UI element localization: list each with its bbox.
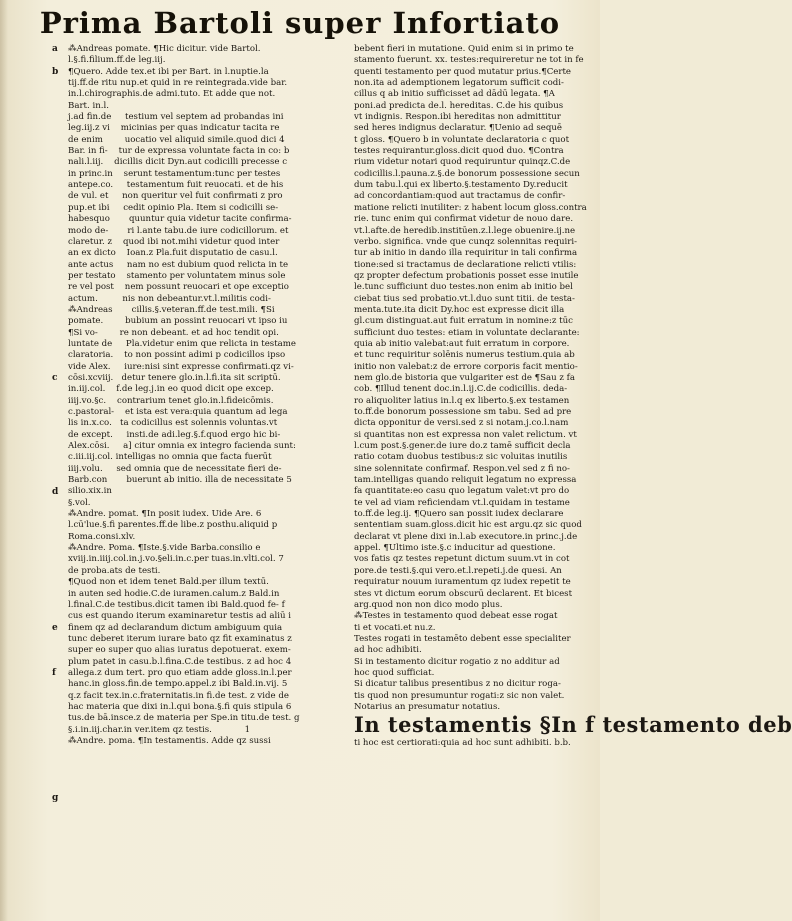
text-line: to.ff.de leg.ij. ¶Quero san possit iudex declarare (354, 509, 564, 520)
text-line: c.pastoral- et ista est vera:quia quantum ad lega (68, 407, 288, 417)
text-line: in.l.chirographis.de admi.tuto. Et adde que not. (68, 89, 276, 100)
text-line: rium videtur notari quod requiruntur quinqz.C.de (354, 157, 571, 168)
text-line: de vul. et non queritur vel fuit confirmati z pro (68, 191, 283, 202)
text-line: hac materia que dixi in.l.qui bona.§.fi quis stipula 6 (68, 701, 292, 712)
text-line: vt indignis. Respon.ibi hereditas non admittitur (354, 112, 561, 123)
text-line: ¶Quero. Adde tex.et ibi per Bart. in l.nuptie.la (68, 66, 269, 77)
text-line: antepe.co. testamentum fuit reuocati. et de his (68, 180, 284, 191)
text-line: habesquo quuntur quia videtur tacite confirma- (68, 214, 292, 225)
text-line: l.cū'lue.§.fi parentes.ff.de libe.z posthu.aliquid p (68, 520, 278, 531)
text-line: lis in.x.co. ta codicillus est solennis voluntas.vt (68, 418, 278, 429)
text-line: cōsi.xcviij. detur tenere glo.in.l.fi.ita sit scriptū. (68, 372, 281, 383)
text-line: tione:sed si tractamus de declaratione relicti vtilis: (354, 259, 577, 270)
text-line: de proba.ats de testi. (68, 565, 161, 576)
left-column (68, 44, 348, 747)
text-line: le.tunc sufficiunt duo testes.non enim ab initio bel (354, 282, 573, 293)
text-line: ¶Quod non et idem tenet Bald.per illum textū. (68, 577, 269, 588)
text-line: hoc quod sufficiat. (354, 667, 435, 678)
margin-letter: d (52, 486, 59, 497)
text-line: tur ab initio in dando illa requiritur in tali confirma (354, 248, 578, 259)
text-line: Alex.cōsi. a] citur omnia ex integro facienda sunt: (68, 441, 296, 452)
text-line: to.ff.de bonorum possessione sm tabu. Sed ad pre (354, 407, 572, 417)
text-line: tam.intelligas quando reliquit legatum no expressa (354, 475, 577, 486)
text-line: vt.l.afte.de heredib.institūen.z.l.lege obuenire.ij.ne (354, 225, 576, 236)
text-line: l.final.C.de testibus.dicit tamen ibi Bald.quod fe- f (68, 599, 285, 610)
text-line: arg.quod non non dico modo plus. (354, 599, 503, 610)
text-line: finem qz ad declarandum dictum ambiguum quia (68, 622, 283, 633)
text-line: tis quod non presumuntur rogati:z sic non valet. (354, 690, 565, 701)
text-line: ⁂Testes in testamento quod debeat esse rogat (354, 611, 558, 622)
margin-letter: a (52, 44, 58, 54)
text-line: testes requirantur.gloss.dicit quod duo. ¶Contra (354, 146, 564, 157)
text-line: quenti testamento per quod mutatur prius.¶Certe (354, 66, 572, 77)
text-line: si quantitas non est expressa non valet relictum. vt (354, 429, 577, 440)
text-line: te vel ad viam reficiendam vt.l.quidam in testame (354, 497, 570, 508)
text-line: Bar. in fi- tur de expressa voluntate facta in co: b (68, 146, 290, 157)
text-line: super eo super quo alias iuratus depotuerat. exem- (68, 645, 291, 656)
text-line: claratoria. to non possint adimi p codicillos ipso (68, 350, 286, 361)
text-line: an ex dicto Ioan.z Pla.fuit disputatio de casu.l. (68, 248, 278, 259)
text-line: per testato stamento per voluntatem minus sole (68, 270, 286, 281)
text-line: tunc deberet iterum iurare bato qz fit examinatus z (68, 633, 292, 644)
text-line: vos fatis qz testes repetunt dictum suum.vt in cot (354, 554, 570, 565)
text-line: modo de- ri l.ante tabu.de iure codicillorum. et (68, 225, 289, 236)
text-line: dicta opponitur de versi.sed z si notam.j.co.l.nam (354, 418, 569, 429)
text-line: nali.l.iij. dicillis dicit Dyn.aut codicilli precesse c (68, 157, 288, 168)
text-line: iiij.volu. sed omnia que de necessitate fieri de- (68, 463, 282, 474)
text-line: ti et vocati.et nu.z. (354, 622, 436, 633)
text-line: sine solennitate confirmaf. Respon.vel sed z fi no- (354, 463, 570, 474)
binding-shadow (0, 0, 8, 921)
text-line: ⁂Andreas cillis.§.veteran.ff.de test.mili. ¶Si (68, 304, 275, 315)
text-line: matione relicti inutiliter: z habent locum gloss.contra (354, 202, 587, 213)
margin-letter: b (52, 66, 59, 77)
text-line: ro aliquoliter latius in.l.q ex liberto.§.ex testamen (354, 395, 570, 406)
text-line: luntate de Pla.videtur enim que relicta in testame (68, 338, 297, 349)
text-line: pup.et ibi cedit opinio Pla. Item si codicilli se- (68, 202, 279, 213)
text-line: §.vol. (68, 497, 91, 508)
text-line: pore.de testi.§.qui vero.et.l.repeti.j.de quesi. An (354, 565, 562, 576)
text-line: initio non valebat:z de errore corporis facit mentio- (354, 361, 578, 372)
text-line: bebent fieri in mutatione. Quid enim si in primo te (354, 44, 574, 54)
text-line: c.iii.iij.col. intelligas no omnia que facta fuerūt (68, 452, 272, 463)
running-head: Prima Bartoli super Infortiato (39, 6, 561, 40)
text-line: Si dicatur talibus presentibus z no dicitur roga- (354, 679, 561, 690)
text-line: hanc.in gloss.fin.de tempo.appel.z ibi Bald.in.vij. 5 (68, 679, 288, 690)
text-line: claretur. z quod ibi not.mihi videtur quod inter (68, 236, 280, 247)
text-line: actum. nis non debeantur.vt.l.militis codi- (68, 293, 271, 304)
text-line: cillus q ab initio sufficisset ad dādū legata. ¶A (354, 89, 555, 100)
text-line: re vel post nem possunt reuocari et ope exceptio (68, 282, 289, 293)
text-line: pomate. bubium an possint reuocari vt ipso iu (68, 316, 288, 327)
text-line: appel. ¶Ultimo iste.§.c inducitur ad questione. (354, 543, 556, 554)
text-line: allega.z dum tert. pro quo etiam adde gloss.in.l.per (68, 667, 292, 678)
text-line: ⁂Andre. pomat. ¶In posit iudex. Uide Are. 6 (68, 509, 262, 520)
text-line: Si in testamento dicitur rogatio z no additur ad (354, 656, 560, 667)
text-line: de except. insti.de adi.leg.§.f.quod ergo hic bi- (68, 429, 281, 440)
text-line: ⁂Andre. Poma. ¶Iste.§.vide Barba.consilio e (68, 543, 261, 554)
text-line: sed heres indignus declaratur. ¶Uenio ad sequē (354, 123, 563, 134)
text-line: ⁂Andreas pomate. ¶Hic dicitur. vide Bartol. (68, 44, 261, 54)
margin-letter: e (52, 622, 58, 633)
text-line: fa quantitate:eo casu quo legatum valet:vt pro do (354, 486, 570, 497)
text-line: ⁂Andre. poma. ¶In testamentis. Adde qz sussi (68, 735, 271, 746)
text-line: in auten sed hodie.C.de iuramen.calum.z Bald.in (68, 588, 280, 599)
text-line: leg.iij.z vi micinias per quas indicatur tacita re (68, 123, 280, 134)
text-line: verbo. significa. vnde que cunqz solennitas requiri- (354, 236, 578, 247)
text-line: rie. tunc enim qui confirmat videtur de nouo dare. (354, 214, 574, 225)
text-line: stamento fuerunt. xx. testes:requireretur ne tot in fe (354, 55, 584, 66)
text-line: plum patet in casu.b.l.fina.C.de testibus. z ad hoc 4 (68, 656, 292, 667)
text-line: quia ab initio valebat:aut fuit erratum in corpore. (354, 338, 570, 349)
text-line: l.cum post.§.gener.de iure do.z tamē sufficit decla (354, 441, 571, 452)
text-line: iiij.vo.§c. contrarium tenet glo.in.l.fideicōmis. (68, 395, 274, 406)
text-line: nem glo.de bistoria que vulgariter est de ¶Sau z fa (354, 372, 575, 383)
text-line: Bart. in.l. (68, 100, 118, 111)
text-line: et tunc requiritur solēnis numerus testium.quia ab (354, 350, 575, 361)
text-line: j.ad fin.de testium vel septem ad probandas ini (68, 112, 284, 123)
text-line: l.§.fi.filium.ff.de leg.iij. (68, 55, 166, 66)
text-line: Testes rogati in testamēto debent esse specialiter (354, 633, 571, 644)
text-line: silio.xix.in (68, 486, 112, 497)
text-line: ti hoc est certiorati:quia ad hoc sunt adhibiti. b.b. (354, 738, 571, 749)
text-line: vide Alex. iure:nisi sint expresse confirmati.qz vi- (68, 361, 294, 372)
text-line: cob. ¶Illud tenent doc.in.l.ij.C.de codicillis. deda- (354, 384, 568, 395)
text-line: ad concordantiam:quod aut tractamus de confir- (354, 191, 566, 202)
text-line: tij.ff.de ritu nup.et quid in re reintegrada.vide bar. (68, 78, 288, 89)
text-line: q.z facit tex.in.c.fraternitatis.in fi.de test. z vide de (68, 690, 289, 701)
text-line: §.i.in.iij.char.in ver.item qz testis. 1 (68, 724, 251, 735)
text-line: ratio cotam duobus testibus:z sic voluitas inutilis (354, 452, 568, 463)
text-line: de enim uocatio vel aliquid simile.quod dici 4 (68, 134, 285, 145)
text-line: Roma.consi.xlv. (68, 531, 136, 542)
text-line: ciebat tius sed probatio.vt.l.duo sunt titii. de testa- (354, 293, 575, 304)
margin-letter: g (52, 793, 59, 804)
text-line: Notarius an presumatur notatius. (354, 701, 501, 712)
text-line: in.iij.col. f.de leg.j.in eo quod dicit ope excep. (68, 384, 274, 395)
text-line: ante actus nam no est dubium quod relicta in te (68, 259, 289, 270)
margin-letter: c (52, 373, 58, 384)
text-line: t gloss. ¶Quero b in voluntate declaratoria c quot (354, 134, 570, 145)
text-line: declarat vt plene dixi in.l.ab executore.in princ.j.de (354, 531, 578, 542)
text-line: poni.ad predicta de.l. hereditas. C.de his quibus (354, 100, 564, 111)
text-line: menta.tute.ita dicit Dy.hoc est expresse dicit illa (354, 304, 565, 315)
text-line: stes vt dictum eorum obscurū declarent. Et bicest (354, 588, 573, 599)
text-line: tus.de bā.insce.z de materia per Spe.in titu.de test. g (68, 713, 300, 724)
text-line: sententiam suam.gloss.dicit hic est argu.qz sic quod (354, 520, 582, 531)
text-line: xviij.in.iiij.col.in.j.vo.§eli.in.c.per tuas.in.vlti.col. 7 (68, 554, 284, 565)
text-line: qz propter defectum probationis posset esse inutile (354, 270, 579, 281)
text-line: in princ.in serunt testamentum:tunc per testes (68, 168, 281, 179)
margin-letter: f (52, 668, 56, 679)
text-line: gl.cum distinguat.aut fuit erratum in nomine:z tūc (354, 316, 573, 327)
text-line: dum tabu.l.qui ex liberto.§.testamento Dy.reducit (354, 180, 568, 191)
text-line: sufficiunt duo testes: etiam in voluntate declarante: (354, 327, 580, 338)
text-line: requiratur nouum iuramentum qz iudex repetit te (354, 577, 571, 588)
text-line: codicillis.l.pauna.z.§.de bonorum possessione secun (354, 168, 580, 179)
text-line: ¶Si vo- re non debeant. et ad hoc tendit opi. (68, 327, 279, 338)
text-line: ad hoc adhibiti. (354, 645, 422, 656)
text-line: Barb.con buerunt ab initio. illa de necessitate 5 (68, 475, 292, 486)
right-column (354, 44, 792, 750)
section-heading: In testamentis §In f testamento deb (354, 712, 792, 738)
text-line: non.ita ad ademptionem legatorum sufficit codi- (354, 78, 564, 89)
text-line: cus est quando iterum examinaretur testis ad aliū i (68, 611, 292, 622)
